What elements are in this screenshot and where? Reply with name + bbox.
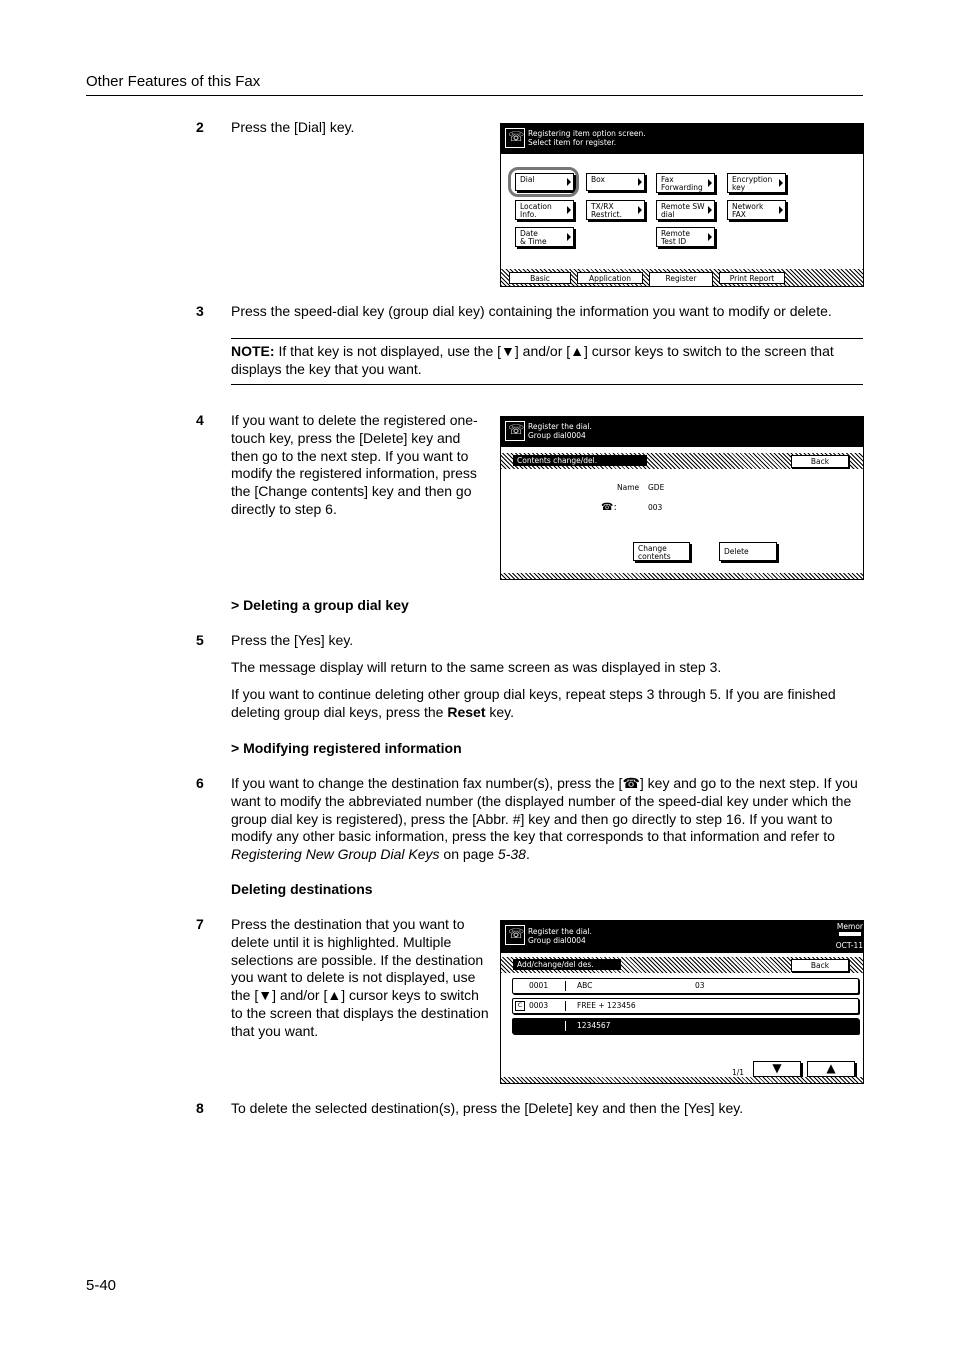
column-divider [565, 1001, 566, 1011]
step-4-number: 4 [196, 412, 204, 428]
location-info-key[interactable] [515, 200, 574, 220]
screen-message: Register the dial. Group dial0004 [528, 927, 592, 945]
step-2-number: 2 [196, 119, 204, 135]
chevron-right-icon [779, 206, 783, 214]
txrx-restrict-key[interactable] [586, 200, 645, 220]
destination-row-selected[interactable] [512, 1018, 859, 1034]
destination-row[interactable] [512, 978, 859, 994]
subheading-modifying: > Modifying registered information [231, 740, 462, 756]
cursor-down-button[interactable]: ▼ [753, 1061, 801, 1077]
page-number: 5-40 [86, 1277, 117, 1294]
remote-test-id-key[interactable] [656, 227, 715, 247]
screen-message: Register the dial. Group dial0004 [528, 422, 592, 440]
chevron-right-icon [567, 206, 571, 214]
chevron-right-icon [708, 233, 712, 241]
destination-number: 0003 [529, 1001, 549, 1010]
box-key[interactable] [586, 173, 645, 191]
phone-value: 003 [648, 503, 663, 512]
note-text: If that key is not displayed, use the [▼] and/or [▲] cursor keys to switch to the screen that displays the key that you want. [231, 343, 834, 377]
subheading-deleting-group-dial: > Deleting a group dial key [231, 597, 409, 613]
chevron-right-icon [567, 233, 571, 241]
network-fax-key-label: Network FAX [732, 202, 764, 219]
fax-forwarding-key[interactable] [656, 173, 715, 193]
step-5-text: Press the [Yes] key. [231, 632, 354, 648]
remote-sw-dial-key[interactable] [656, 200, 715, 220]
destination-row[interactable] [512, 998, 859, 1014]
name-label: Name [617, 483, 640, 492]
tab-register[interactable]: Register [649, 272, 713, 286]
screen-title-bar [501, 921, 863, 953]
step-6-text [231, 775, 863, 864]
step-5-p2-tail: key. [485, 703, 515, 720]
title-strip [501, 957, 863, 973]
step-5-paragraph-1: The message display will return to the same screen as was displayed in step 3. [231, 659, 722, 675]
fax-icon [505, 128, 525, 148]
date-time-key-label: Date & Time [520, 229, 547, 246]
step-5-p2-text: If you want to continue deleting other group dial keys, repeat steps 3 through 5. If you are finished deleting group dial keys, press the [231, 686, 836, 720]
chevron-right-icon [708, 206, 712, 214]
group-icon: C [515, 1001, 525, 1011]
destination-number: 0001 [529, 981, 549, 990]
back-button[interactable]: Back [791, 959, 849, 972]
back-button[interactable]: Back [791, 455, 849, 468]
date-time-key[interactable] [515, 227, 574, 247]
step-2-text: Press the [Dial] key. [231, 119, 355, 135]
tab-application[interactable]: Application [577, 272, 643, 284]
step-5-number: 5 [196, 632, 204, 648]
cursor-up-button[interactable]: ▲ [807, 1061, 855, 1077]
screen-register-options [500, 123, 864, 287]
screen-destination-list [500, 920, 864, 1084]
note-top-rule [231, 338, 863, 339]
step-6-text-main: If you want to change the destination fax number(s), press the [☎] key and go to the next step. If you want to modify the abbreviated number (the displayed number of the speed-dial key under which the group dial key is registered), press the [Abbr. #] key and then go directly to step 16. If you want to modify any other basic information, press the key that corresponds to that information and refer to [231, 775, 858, 845]
remote-test-id-key-label: Remote Test ID [661, 229, 690, 246]
note-label: NOTE: [231, 343, 275, 359]
step-4-text: If you want to delete the registered one-touch key, press the [Delete] key and then go to the next step. If you want to modify the registered information, press the [Change contents] key and then go directly to step 6. [231, 412, 478, 517]
tab-basic[interactable]: Basic [509, 272, 571, 284]
destination-name: ABC [577, 981, 593, 990]
encryption-key-label: Encryption key [732, 175, 773, 192]
bottom-strip [501, 1077, 863, 1083]
dial-highlight-ring [508, 167, 579, 197]
column-divider [565, 1021, 566, 1031]
destination-extra: 03 [695, 981, 705, 990]
step-3-text: Press the speed-dial key (group dial key) containing the information you want to modify or delete. [231, 303, 832, 319]
header-rule [86, 95, 863, 96]
page-header-title: Other Features of this Fax [86, 73, 261, 90]
screen-message: Registering item option screen. Select item for register. [528, 129, 646, 147]
column-divider [565, 981, 566, 991]
chevron-right-icon [708, 179, 712, 187]
name-value: GDE [648, 483, 665, 492]
step-6-reference-page: 5-38 [497, 846, 526, 863]
encryption-key-key[interactable] [727, 173, 786, 193]
box-key-label: Box [591, 175, 605, 184]
page-indicator: 1/1 [732, 1068, 745, 1077]
remote-sw-dial-key-label: Remote SW dial [661, 202, 705, 219]
reset-key-label: Reset [447, 703, 486, 720]
dial-key-label: Dial [520, 175, 535, 184]
screen-title-bar [501, 124, 863, 154]
screen-title-bar [501, 417, 863, 447]
step-7-number: 7 [196, 916, 204, 932]
tab-print-report[interactable]: Print Report [719, 272, 785, 284]
chevron-right-icon [779, 179, 783, 187]
title-strip [501, 453, 863, 469]
change-contents-button[interactable]: Change contents [633, 542, 690, 561]
note-bottom-rule [231, 384, 863, 385]
fax-forwarding-key-label: Fax Forwarding [661, 175, 703, 192]
fax-icon [505, 421, 525, 441]
add-change-del-label: Add/change/del des. [513, 959, 621, 970]
date-indicator: OCT-11 [835, 941, 863, 950]
destination-name: 1234567 [577, 1021, 611, 1030]
step-8-text: To delete the selected destination(s), press the [Delete] key and then the [Yes] key. [231, 1100, 744, 1116]
memory-indicator: Memor [836, 922, 863, 931]
note-block [231, 343, 863, 379]
step-5-paragraph-2 [231, 686, 863, 722]
step-6-text-end: . [525, 846, 530, 863]
screen-contents-change [500, 416, 864, 580]
location-info-key-label: Location Info. [520, 202, 552, 219]
tab-strip [501, 269, 863, 286]
fax-icon [505, 925, 525, 945]
chevron-right-icon [638, 178, 642, 186]
memory-gauge [839, 932, 861, 936]
txrx-restrict-key-label: TX/RX Restrict. [591, 202, 622, 219]
step-6-number: 6 [196, 775, 204, 791]
step-8-number: 8 [196, 1100, 204, 1116]
bottom-strip [501, 573, 863, 579]
phone-label[interactable]: ☎: [601, 502, 617, 513]
delete-button[interactable]: Delete [719, 542, 777, 561]
network-fax-key[interactable] [727, 200, 786, 220]
step-7-text: Press the destination that you want to delete until it is highlighted. Multiple selections are possible. If the destination you want to delete is not displayed, use the [▼] and/or [▲] cursor keys to switch to the screen that displays the destination that you want. [231, 916, 489, 1039]
subheading-deleting-destinations: Deleting destinations [231, 881, 373, 897]
destination-name: FREE + 123456 [577, 1001, 636, 1010]
step-6-reference-title: Registering New Group Dial Keys [231, 846, 440, 863]
chevron-right-icon [638, 206, 642, 214]
step-6-text-onpage: on page [439, 846, 498, 863]
contents-change-label: Contents change/del. [513, 455, 647, 466]
step-3-number: 3 [196, 303, 204, 319]
